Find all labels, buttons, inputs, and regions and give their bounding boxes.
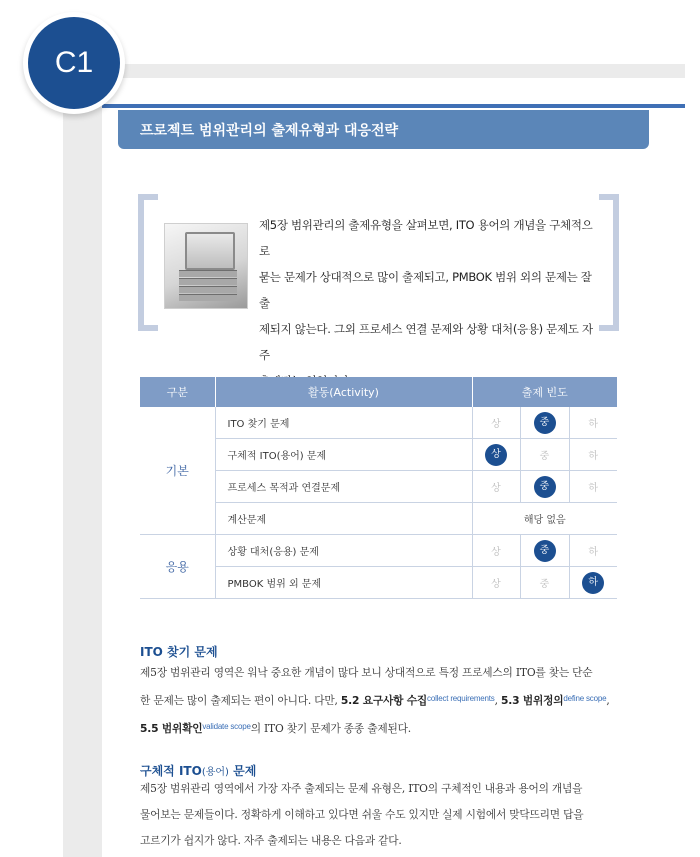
activity-cell: ITO 찾기 문제 [215,407,472,439]
activity-cell: 구체적 ITO(용어) 문제 [215,439,472,471]
activity-cell: PMBOK 범위 외 문제 [215,567,472,599]
body-text-span: 의 ITO 찾기 문제가 종종 출제된다. [250,722,411,735]
level-mid-selected [520,535,569,567]
selected-marker: 중 [534,476,556,498]
level-low-selected [569,567,617,599]
section-title: 프로젝트 범위관리의 출제유형과 대응전략 [140,122,399,139]
section2-title-end: 문제 [228,764,257,778]
selected-marker: 중 [534,412,556,434]
body-text-span: 한 문제는 많이 출제되는 편이 아니다. 다만, [140,694,341,707]
section2-body [140,776,628,854]
body-line [140,686,628,714]
table-row [140,535,617,567]
header-activity: 활동(Activity) [215,377,472,407]
keyword-collect-requirements: 5.2 요구사항 수집 [340,694,428,707]
activity-cell: 계산문제 [215,503,472,535]
body-line [140,714,628,742]
english-term: validate scope [202,722,251,731]
book-stack-shape [179,286,237,293]
book-stack-shape [179,294,237,301]
level-mid: 중 [520,439,569,471]
body-line: 고르기가 쉽지가 않다. 자주 출제되는 내용은 다음과 같다. [140,834,402,847]
separator: , [494,694,502,707]
section2-title-main: 구체적 ITO [140,764,202,778]
level-mid: 중 [520,567,569,599]
frequency-table [140,377,617,599]
selected-marker: 중 [534,540,556,562]
level-high: 상 [472,471,520,503]
header-frequency: 출제 빈도 [472,377,617,407]
section2-title-small: (용어) [201,767,229,778]
level-high: 상 [472,407,520,439]
book-stack-shape [179,278,237,285]
level-high: 상 [472,567,520,599]
book-stack-shape [179,270,237,277]
keyword-define-scope: 5.3 범위정의 [501,694,564,707]
top-rule [102,104,685,108]
body-line: 제5장 범위관리 영역에서 가장 자주 출제되는 문제 유형은, ITO의 구체적인 내용과 용어의 개념을 [140,782,583,795]
table-row [140,407,617,439]
level-mid-selected [520,471,569,503]
english-term: collect requirements [427,694,495,703]
group-basic: 기본 [140,407,215,535]
table-header-row [140,377,617,407]
group-applied: 응용 [140,535,215,599]
intro-line: 묻는 문제가 상대적으로 많이 출제되고, PMBOK 범위 외의 문제는 잘 출 [259,270,592,310]
separator: , [606,694,610,707]
english-term: define scope [563,694,607,703]
intro-line: 제5장 범위관리의 출제유형을 살펴보면, ITO 용어의 개념을 구체적으로 [259,218,593,258]
computer-stack-image [164,223,248,309]
monitor-shape [185,232,235,270]
level-low: 하 [569,407,617,439]
header-category: 구분 [140,377,215,407]
section-title-bar [118,110,649,149]
level-mid-selected [520,407,569,439]
level-high: 상 [472,535,520,567]
left-bracket [138,194,158,331]
chapter-badge: C1 [28,17,120,109]
level-high-selected [472,439,520,471]
body-line: 물어보는 문제들이다. 정확하게 이해하고 있다면 쉬울 수도 있지만 실제 시험에서 맞닥뜨리면 답을 [140,808,584,821]
level-low: 하 [569,471,617,503]
activity-cell: 상황 대처(응용) 문제 [215,535,472,567]
level-low: 하 [569,439,617,471]
body-line: 제5장 범위관리 영역은 워낙 중요한 개념이 많다 보니 상대적으로 특정 프로세스의 ITO를 찾는 단순 [140,666,593,679]
section1-title: ITO 찾기 문제 [140,645,218,659]
activity-cell: 프로세스 목적과 연결문제 [215,471,472,503]
keyword-validate-scope: 5.5 범위확인 [140,722,203,735]
selected-marker: 상 [485,444,507,466]
right-bracket [599,194,619,331]
not-applicable-cell: 해당 없음 [472,503,617,535]
intro-paragraph [259,212,599,394]
section1-body [140,660,628,742]
intro-line: 제되지 않는다. 그외 프로세스 연결 문제와 상황 대처(응용) 문제도 자주 [259,322,593,362]
level-low: 하 [569,535,617,567]
selected-marker: 하 [582,572,604,594]
